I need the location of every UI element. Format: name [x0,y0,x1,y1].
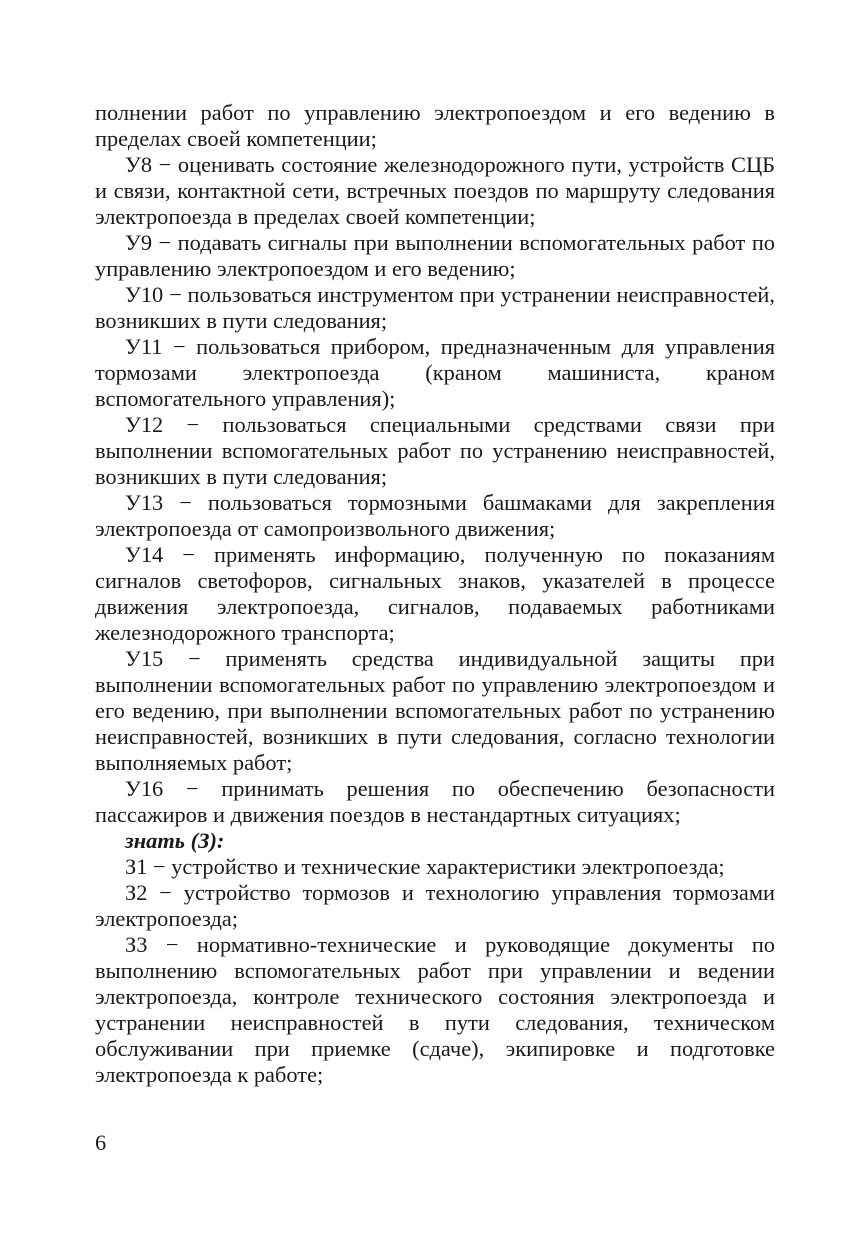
skill-u14: У14 − применять информацию, полученную по показаниям сигналов светофоров, сигнальных знаков, указателей в процессе движения электропоезда, сигналов, подаваемых работниками железнодорожного транспорта; [95,542,775,645]
skill-u10: У10 − пользоваться инструментом при устранении неисправностей, возникших в пути следования; [95,282,775,333]
knowledge-z3: З3 − нормативно-технические и руководящие документы по выполнению вспомогательных работ при управлении и ведении электропоезда, контроле технического состояния электропоезда и устранении неисправностей в пути следования, техническом обслуживании при приемке (сдаче), экипировке и подготовке электропоезда к работе; [95,932,775,1087]
skill-u16: У16 − принимать решения по обеспечению безопасности пассажиров и движения поездов в нестандартных ситуациях; [95,776,775,827]
skill-u11: У11 − пользоваться прибором, предназначенным для управления тормозами электропоезда (краном машиниста, краном вспомогательного управления); [95,334,775,411]
skill-u13: У13 − пользоваться тормозными башмаками для закрепления электропоезда от самопроизвольного движения; [95,490,775,541]
skill-u12: У12 − пользоваться специальными средствами связи при выполнении вспомогательных работ по устранению неисправностей, возникших в пути следования; [95,412,775,489]
knowledge-z1: З1 − устройство и технические характеристики электропоезда; [125,854,725,879]
page-number: 6 [95,1130,107,1155]
skill-u9: У9 − подавать сигналы при выполнении вспомогательных работ по управлению электропоездом и его ведению; [95,230,775,281]
knowledge-z2: З2 − устройство тормозов и технологию управления тормозами электропоезда; [95,880,775,931]
page-body [95,100,775,1088]
paragraph-continuation: полнении работ по управлению электропоездом и его ведению в пределах своей компетенции; [95,100,775,151]
skill-u8: У8 − оценивать состояние железнодорожного пути, устройств СЦБ и связи, контактной сети, встречных поездов по маршруту следования электропоезда в пределах своей компетенции; [95,152,775,229]
knowledge-heading: знать (З): [125,828,225,853]
skill-u15: У15 − применять средства индивидуальной защиты при выполнении вспомогательных работ по управлению электропоездом и его ведению, при выполнении вспомогательных работ по устранению неисправностей, возникших в пути следования, согласно технологии выполняемых работ; [95,646,775,775]
